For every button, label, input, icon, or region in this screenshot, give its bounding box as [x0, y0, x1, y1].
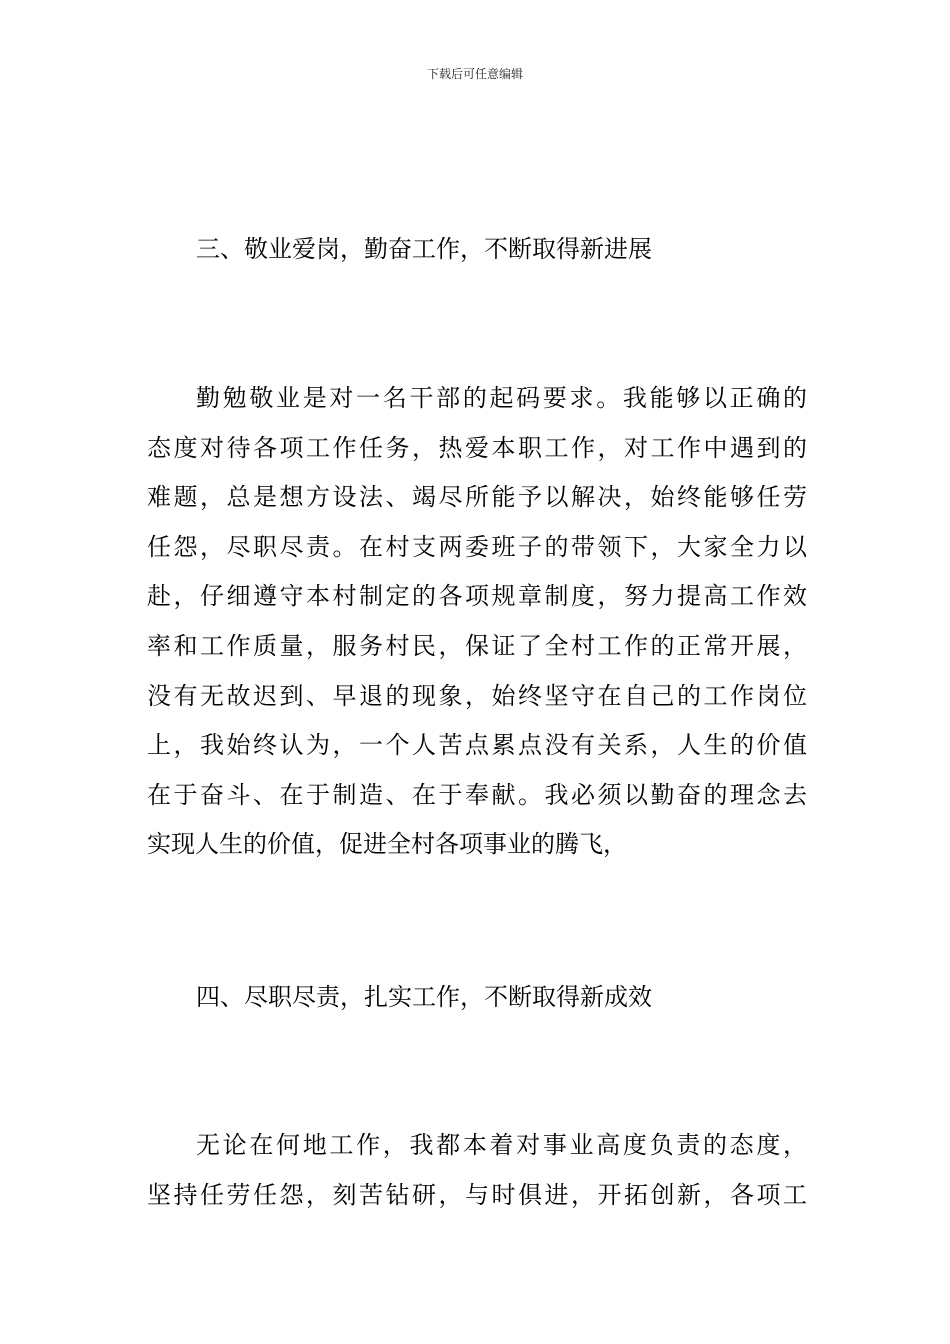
- paragraph-line: 勤勉敬业是对一名干部的起码要求。我能够以正确的: [196, 384, 807, 412]
- paragraph-line: 率和工作质量，服务村民，保证了全村工作的正常开展，: [147, 631, 807, 660]
- page-header: 下载后可任意编辑: [426, 67, 523, 81]
- paragraph-line: 在于奋斗、在于制造、在于奉献。我必须以勤奋的理念去: [147, 780, 807, 809]
- section-paragraph: [147, 383, 807, 879]
- paragraph-line: 坚持任劳任怨，刻苦钻研，与时俱进，开拓创新，各项工: [147, 1180, 807, 1209]
- paragraph-line: 上，我始终认为，一个人苦点累点没有关系，人生的价值: [147, 731, 807, 760]
- paragraph-line: 赴，仔细遵守本村制定的各项规章制度，努力提高工作效: [147, 582, 807, 611]
- paragraph-line: 实现人生的价值，促进全村各项事业的腾飞，: [147, 830, 627, 859]
- paragraph-line: 难题，总是想方设法、竭尽所能予以解决，始终能够任劳: [147, 483, 807, 512]
- section-paragraph: [147, 1130, 807, 1229]
- paragraph-line: 态度对待各项工作任务，热爱本职工作，对工作中遇到的: [147, 433, 807, 462]
- paragraph-line: 没有无故迟到、早退的现象，始终坚守在自己的工作岗位: [147, 681, 807, 710]
- paragraph-line: 任怨，尽职尽责。在村支两委班子的带领下，大家全力以: [147, 532, 807, 561]
- section-heading: 四、尽职尽责，扎实工作，不断取得新成效: [196, 983, 652, 1011]
- paragraph-line: 无论在何地工作，我都本着对事业高度负责的态度，: [196, 1131, 807, 1159]
- section-heading: 三、敬业爱岗，勤奋工作，不断取得新进展: [196, 235, 652, 263]
